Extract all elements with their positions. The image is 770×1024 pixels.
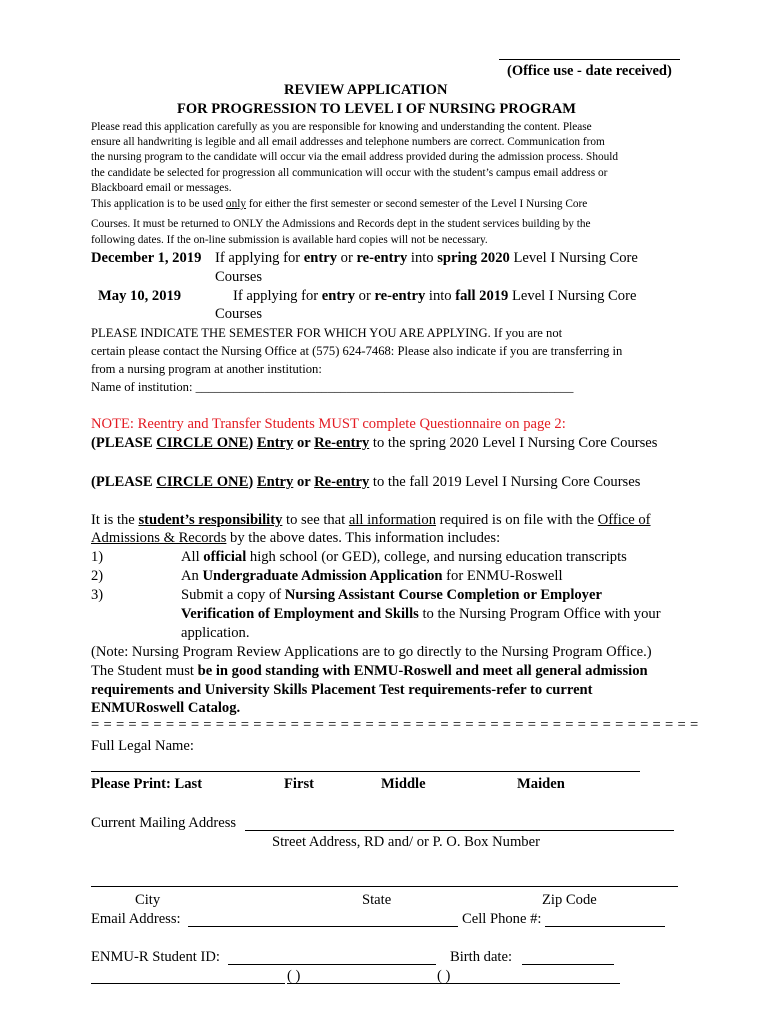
email-field[interactable] (188, 926, 458, 927)
phone-paren-2: ( ) (437, 968, 451, 984)
intro-line-2: ensure all handwriting is legible and all email addresses and telephone numbers are correct. Communication from (91, 136, 605, 148)
reentry-option-spring[interactable]: Re-entry (314, 435, 370, 451)
state-label: State (362, 892, 392, 908)
name-last-label: Please Print: Last (91, 776, 203, 792)
reentry-option-fall[interactable]: Re-entry (314, 474, 370, 490)
date-may: May 10, 2019 (98, 288, 182, 304)
date-december-cont: Courses (215, 269, 263, 285)
entry-option-fall[interactable]: Entry (256, 474, 294, 490)
intro-line-4: the candidate be selected for progression all communication will occur with the student’s campus email address or (91, 167, 608, 179)
zip-label: Zip Code (542, 892, 597, 908)
intro-line-5: Blackboard email or messages. (91, 182, 232, 194)
item-1-text: All official high school (or GED), college, and nursing education transcripts (181, 549, 627, 565)
separator: = = = = = = = = = = = = = = = = = = = = = = = = = = = = = = = = = = = = = = = = = = = = = = = = = (91, 717, 699, 733)
mailing-address-label: Current Mailing Address (91, 815, 237, 831)
indicate-line-1: PLEASE INDICATE THE SEMESTER FOR WHICH YOU ARE APPLYING. If you are not (91, 326, 563, 340)
indicate-line-2: certain please contact the Nursing Office at (575) 624-7468: Please also indicate if you are transferring in (91, 344, 623, 358)
name-maiden-label: Maiden (517, 776, 565, 792)
date-december: December 1, 2019 (91, 250, 202, 266)
email-label: Email Address: (91, 911, 181, 927)
office-use-line[interactable] (499, 59, 680, 60)
entry-option-spring[interactable]: Entry (256, 435, 294, 451)
student-id-field[interactable] (228, 964, 436, 965)
circle-one-fall: (PLEASE CIRCLE ONE) Entry or Re-entry to the fall 2019 Level I Nursing Core Courses (91, 474, 641, 490)
item-3-text-2: Verification of Employment and Skills to the Nursing Program Office with your (181, 606, 661, 622)
item-2-text: An Undergraduate Admission Application for ENMU-Roswell (181, 568, 563, 584)
intro-line-1: Please read this application carefully as you are responsible for knowing and understanding the content. Please (91, 121, 592, 133)
item-3-text: Submit a copy of Nursing Assistant Course Completion or Employer (181, 587, 602, 603)
city-label: City (135, 892, 161, 908)
date-may-cont: Courses (215, 306, 263, 322)
title-progression: FOR PROGRESSION TO LEVEL I OF NURSING PROGRAM (177, 101, 576, 117)
item-3-number: 3) (91, 587, 104, 603)
standing-line-2: requirements and University Skills Placement Test requirements-refer to current (91, 682, 593, 698)
name-middle-label: Middle (381, 776, 426, 792)
street-caption: Street Address, RD and/ or P. O. Box Number (272, 834, 540, 850)
standing-line-3: ENMURoswell Catalog. (91, 700, 241, 716)
title-review-application: REVIEW APPLICATION (284, 82, 448, 98)
indicate-line-3: from a nursing program at another institution: (91, 362, 322, 376)
student-id-label: ENMU-R Student ID: (91, 949, 220, 965)
item-3-text-3: application. (181, 625, 250, 641)
responsibility-line-1: It is the student’s responsibility to see that all information required is on file with the Office of (91, 512, 651, 528)
item-2-number: 2) (91, 568, 104, 584)
bottom-field-3[interactable] (437, 983, 620, 984)
city-state-zip-field[interactable] (91, 886, 678, 887)
cell-phone-field[interactable] (545, 926, 665, 927)
intro-line-3: the nursing program to the candidate will occur via the email address provided during the admission process. Should (91, 151, 619, 163)
name-first-label: First (284, 776, 314, 792)
date-may-text: If applying for entry or re-entry into fall 2019 Level I Nursing Core (233, 288, 637, 304)
item-1-number: 1) (91, 549, 104, 565)
institution-field[interactable]: Name of institution: ____________________________________________________________ (91, 380, 574, 394)
standing-line-1: The Student must be in good standing with ENMU-Roswell and meet all general admission (91, 663, 648, 679)
reentry-note: NOTE: Reentry and Transfer Students MUST complete Questionnaire on page 2: (91, 416, 566, 432)
birth-date-label: Birth date: (450, 949, 513, 965)
full-legal-name-label: Full Legal Name: (91, 738, 194, 754)
full-legal-name-field[interactable] (91, 771, 640, 772)
phone-paren-1: ( ) (287, 968, 301, 984)
circle-one-spring: (PLEASE CIRCLE ONE) Entry or Re-entry to the spring 2020 Level I Nursing Core Courses (91, 435, 658, 451)
following-line: following dates. If the on-line submission is available hard copies will not be necessary. (91, 234, 488, 246)
office-use-label: (Office use - date received) (507, 63, 672, 79)
mailing-address-field[interactable] (245, 830, 674, 831)
bottom-field-1[interactable] (91, 983, 285, 984)
date-december-text: If applying for entry or re-entry into spring 2020 Level I Nursing Core (215, 250, 638, 266)
bottom-field-2[interactable] (287, 983, 437, 984)
cell-phone-label: Cell Phone #: (462, 911, 542, 927)
responsibility-line-2: Admissions & Records by the above dates. This information includes: (91, 530, 501, 546)
nursing-office-note: (Note: Nursing Program Review Applications are to go directly to the Nursing Program Office.) (91, 644, 652, 660)
use-line: This application is to be used only for either the first semester or second semester of the Level I Nursing Core (91, 198, 588, 210)
birth-date-field[interactable] (522, 964, 614, 965)
courses-line: Courses. It must be returned to ONLY the Admissions and Records dept in the student services building by the (91, 218, 591, 230)
